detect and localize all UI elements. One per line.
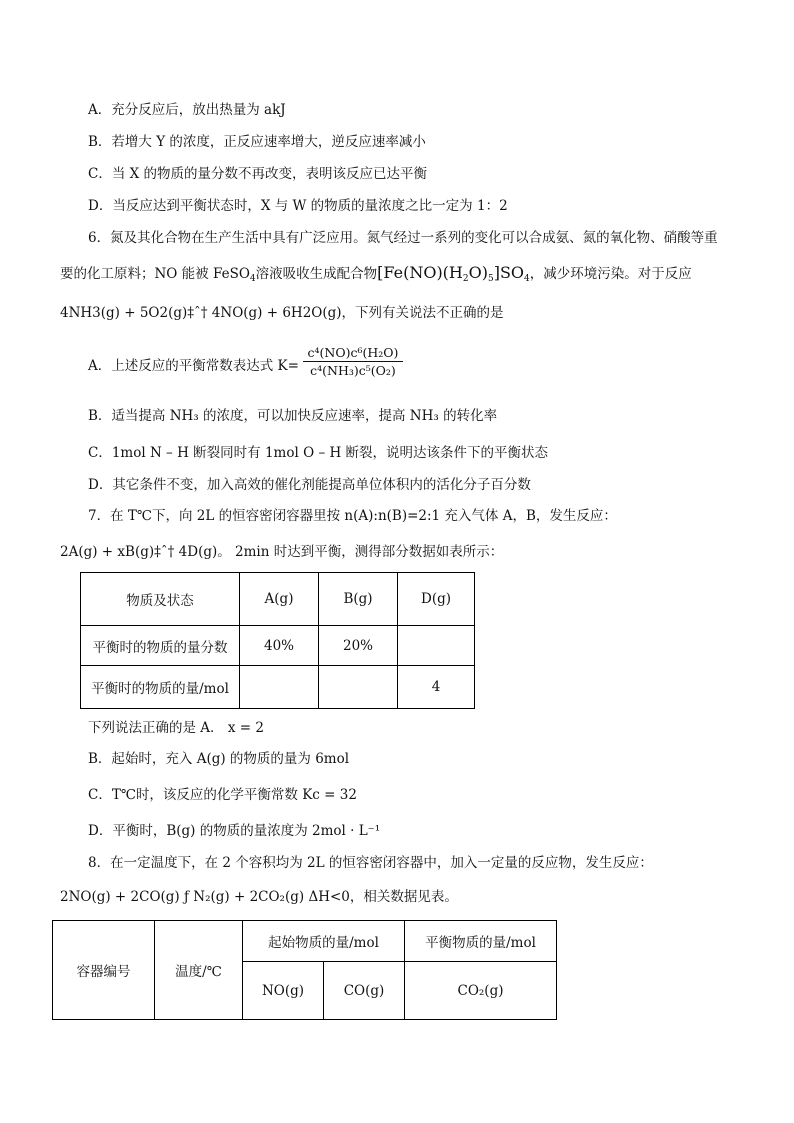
table-header: B(g) [319,573,398,626]
q8-reaction-line: 2NO(g) + 2CO(g) ƒ N₂(g) + 2CO₂(g) ΔH<0，相关数据见表。 [60,889,458,905]
table-header: D(g) [398,573,475,626]
q6-option-b: B．适当提高 NH₃ 的浓度，可以加快反应速率，提高 NH₃ 的转化率 [88,408,498,424]
table-subheader-co: CO(g) [324,962,405,1020]
q7-data-table [80,572,475,709]
table-cell: 平衡时的物质的量分数 [81,626,240,666]
q7-after-table: 下列说法正确的是 A． x = 2 [88,720,264,736]
table-cell: 20% [319,626,398,666]
q5-option-c: C．当 X 的物质的量分数不再改变，表明该反应已达平衡 [88,166,428,182]
fraction-denominator: c⁴(NH₃)c⁵(O₂) [303,361,403,379]
q5-option-d: D．当反应达到平衡状态时，X 与 W 的物质的量浓度之比一定为 1：2 [88,198,508,214]
table-header-temperature: 温度/℃ [155,921,243,1020]
table-header: 物质及状态 [81,573,240,626]
table-cell: 40% [240,626,319,666]
q6-reaction-line: 4NH3(g) + 5O2(g)‡ˆ† 4NO(g) + 6H2O(g)，下列有关说法不正确的是 [60,305,504,321]
q7-stem-line1: 7．在 T℃下，向 2L 的恒容密闭容器里按 n(A):n(B)=2:1 充入气体 A，B，发生反应： [88,508,617,524]
q8-data-table [52,920,557,1020]
q7-option-c: C．T℃时，该反应的化学平衡常数 Kc = 32 [88,787,357,803]
table-cell: 4 [398,666,475,709]
q6-stem-line2: 要的化工原料；NO 能被 FeSO$_4$溶液吸收生成配合物$[Fe(NO)(H_2O)_5]SO_4$，减少环境污染。对于反应 [60,263,692,284]
q6-option-a: A．上述反应的平衡常数表达式 K= [88,358,299,374]
table-cell [398,626,475,666]
table-header: A(g) [240,573,319,626]
q7-reaction-line: 2A(g) + xB(g)‡ˆ† 4D(g)。 2min 时达到平衡，测得部分数据如表所示： [60,544,504,560]
q8-stem-line1: 8．在一定温度下，在 2 个容积均为 2L 的恒容密闭容器中，加入一定量的反应物，发生反应： [88,855,653,871]
table-cell: 平衡时的物质的量/mol [81,666,240,709]
q5-option-b: B．若增大 Y 的浓度，正反应速率增大，逆反应速率减小 [88,134,426,150]
q6-option-c: C．1mol N – H 断裂同时有 1mol O – H 断裂，说明达该条件下的平衡状态 [88,445,549,461]
q6-option-a-fraction [303,345,403,379]
q5-option-a: A．充分反应后，放出热量为 akJ [88,102,286,118]
table-subheader-no: NO(g) [243,962,324,1020]
table-cell [240,666,319,709]
q6-stem-line1: 6．氮及其化合物在生产生活中具有广泛应用。氮气经过一系列的变化可以合成氨、氮的氧化物、硝酸等重 [88,230,718,246]
table-header-container-no: 容器编号 [53,921,155,1020]
table-subheader-co2: CO₂(g) [405,962,557,1020]
table-cell [319,666,398,709]
q6-option-d: D．其它条件不变，加入高效的催化剂能提高单位体积内的活化分子百分数 [88,477,531,493]
q7-option-b: B．起始时，充入 A(g) 的物质的量为 6mol [88,751,350,767]
table-header-equilibrium-amount: 平衡物质的量/mol [405,921,557,962]
q7-option-d: D．平衡时，B(g) 的物质的量浓度为 2mol · L⁻¹ [88,823,381,839]
fraction-numerator: c⁴(NO)c⁶(H₂O) [307,345,399,360]
table-header-initial-amount: 起始物质的量/mol [243,921,405,962]
